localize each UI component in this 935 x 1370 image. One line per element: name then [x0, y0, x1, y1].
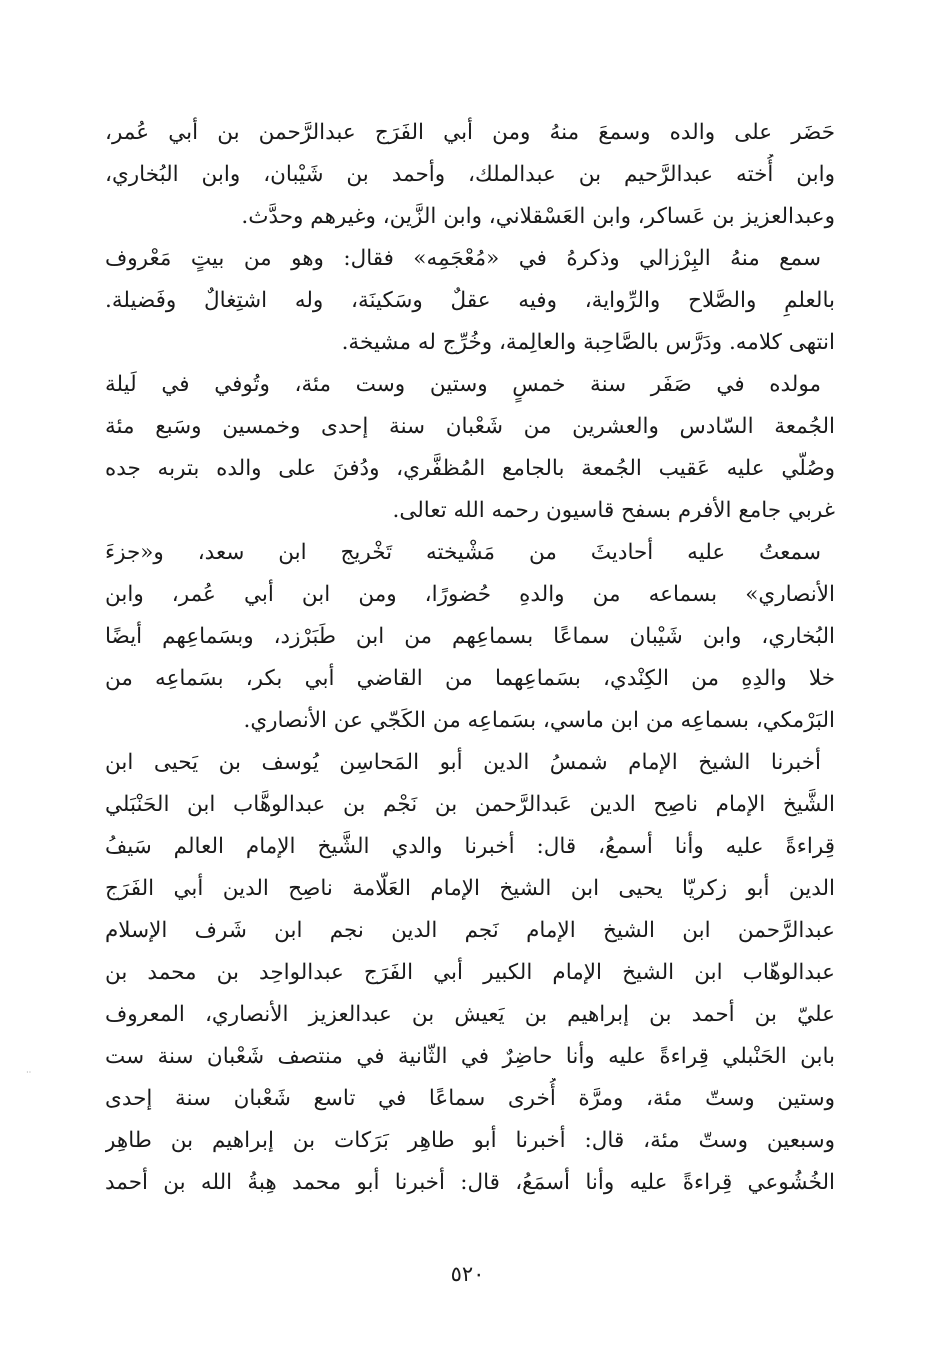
text-line: بابن الحَنْبلي قِراءةً عليه وأنا حاضِرٌ في الثّانية في منتصف شَعْبان سنة ست [105, 1044, 835, 1069]
text-line: وسبعين وستّ مئة، قال: أخبرنا أبو طاهِر بَرَكات بن إبراهيم بن طاهِر [105, 1128, 835, 1153]
text-line: عبدالوهّاب ابن الشيخ الإمام الكبير أبي الفَرَج عبدالواحِد بن محمد بن [105, 960, 835, 985]
text-line: سمع منهُ البِرْزالي وذكرهُ في «مُعْجَمِه» فقال: وهو من بيتٍ مَعْروف [105, 246, 821, 271]
text-line: الشَّيخ الإمام ناصِح الدين عَبدالرَّحمن بن نَجْم بن عبدالوهَّاب ابن الحَنْبَلي [105, 792, 835, 817]
text-line: الخُشُوعي قِراءةً عليه وأنا أسمَعُ، قال: أخبرنا أبو محمد هِبةُ الله بن أحمد [105, 1170, 835, 1195]
text-line: وعبدالعزيز بن عَساكر، وابن العَسْقلاني، وابن الزَّين، وغيرهم وحدَّث. [241, 204, 835, 229]
text-line: غربي جامع الأفرم بسفح قاسيون رحمه الله تعالى. [392, 498, 835, 523]
text-line: قِراءةً عليه وأنا أسمعُ، قال: أخبرنا والدي الشَّيخ الإمام العالم سَيفُ [105, 834, 835, 859]
text-line: مولده في صَفَر سنة خمسٍ وستين وست مئة، وتُوفي في لَيلة [105, 372, 821, 397]
text-line: عبدالرَّحمن ابن الشيخ الإمام نَجم الدين نجم ابن شَرف الإسلام [105, 918, 835, 943]
text-line: البُخاري، وابن شَيْبان سماعًا بسماعِهم من ابن طَبَرْزد، وبسَماعِهم أيضًا [105, 624, 835, 649]
text-line: وستين وستّ مئة، ومرَّة أُخرى سماعًا في تاسع شَعْبان سنة إحدى [105, 1086, 835, 1111]
text-line: الجُمعة السّادس والعشرين من شَعْبان سنة إحدى وخمسين وسَبع مئة [105, 414, 835, 439]
text-line: أخبرنا الشيخ الإمام شمسُ الدين أبو المَحاسِن يُوسف بن يَحيى ابن [105, 750, 821, 775]
text-line: خلا والدِهِ من الكِنْدي، بسَماعِهما من القاضي أبي بكر، بسَماعِه من [105, 666, 835, 691]
page-text [105, 112, 835, 1204]
text-line: وابن أُخته عبدالرَّحيم بن عبدالملك، وأحمد بن شَيْبان، وابن البُخاري، [105, 162, 835, 187]
text-line: الأنصاري» بسماعه من والدهِ حُضورًا، ومن ابن أبي عُمر، وابن [105, 582, 835, 607]
text-line: الدين أبو زكريّا يحيى ابن الشيخ الإمام العَلّامة ناصِح الدين أبي الفَرَج [105, 876, 835, 901]
page-number: ٥٢٠ [450, 1262, 485, 1286]
text-line: انتهى كلامه. ودَرَّس بالصَّاحِبة والعالِمة، وخُرِّج له مشيخة. [341, 330, 835, 355]
text-line: عليّ بن أحمد بن إبراهيم بن يَعيش بن عبدالعزيز الأنصاري، المعروف [105, 1002, 835, 1027]
text-line: وصُلّي عليه عَقيب الجُمعة بالجامع المُظفَّري، ودُفنَ على والده بتربه جده [105, 456, 835, 481]
text-line: سمعتُ عليه أحاديثَ من مَشْيخته تَخْريج ابن سعد، و«جزءَ [105, 540, 821, 565]
text-line: البَرْمكي، بسماعِه من ابن ماسي، بسَماعِه من الكَجّي عن الأنصاري. [243, 708, 835, 733]
text-line: حَضَر على والده وسمعَ منهُ ومن أبي الفَرَج عبدالرَّحمن بن أبي عُمر، [105, 120, 835, 145]
scan-speck: ·· [26, 1068, 32, 1077]
text-line: بالعلمِ والصَّلاح والرِّواية، وفيه عقلٌ وسَكينَة، وله اشتِغالٌ وفَضيلة. [105, 288, 835, 313]
